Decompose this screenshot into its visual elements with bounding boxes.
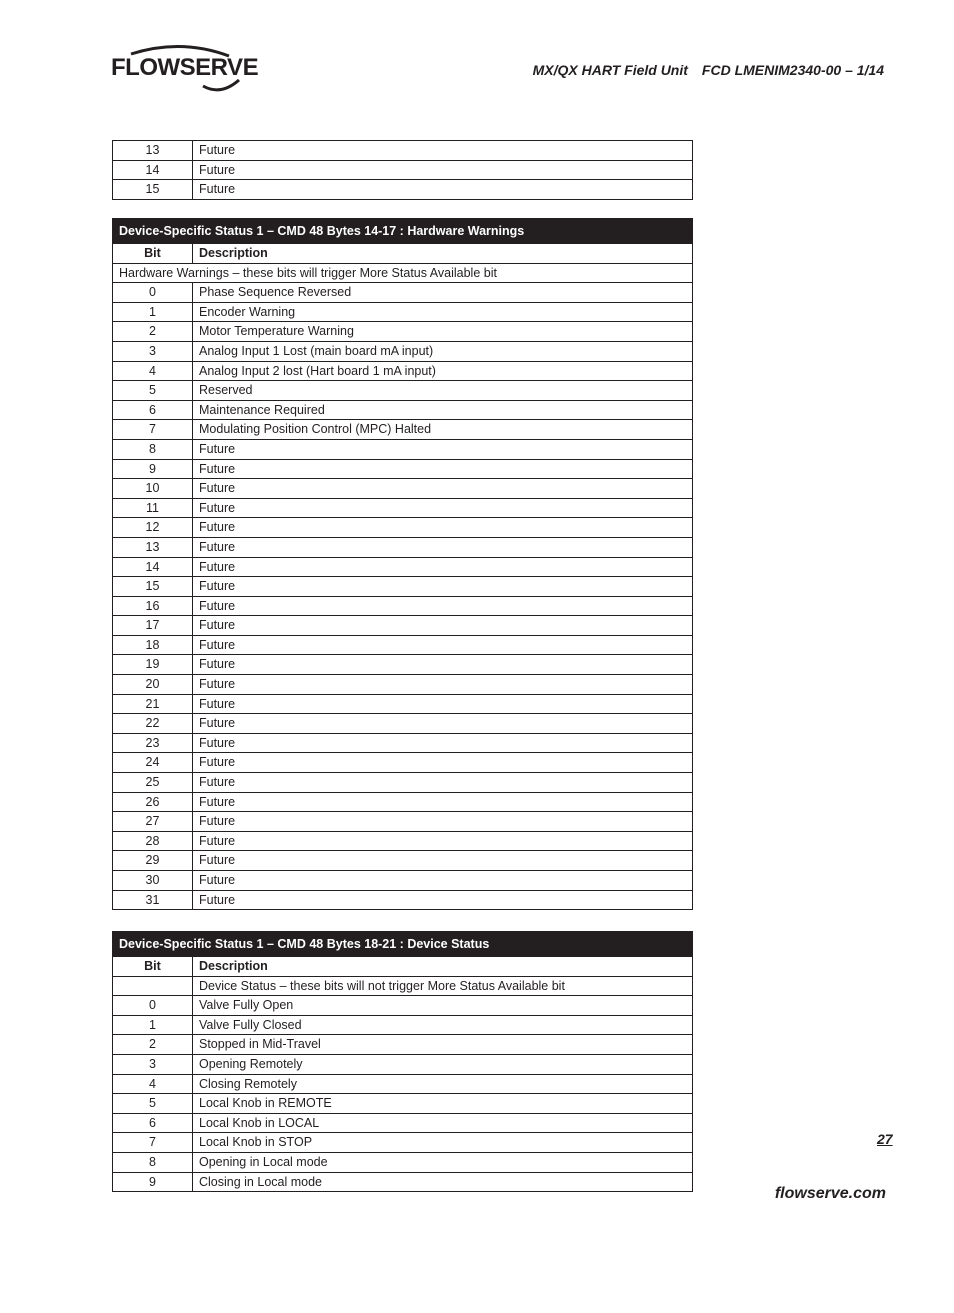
table-row: [113, 160, 693, 180]
bit-cell: 18: [113, 635, 193, 655]
table-row: [113, 302, 693, 322]
bit-cell: 9: [113, 1172, 193, 1192]
description-cell: Modulating Position Control (MPC) Halted: [193, 420, 693, 440]
table-note: Hardware Warnings – these bits will trigger More Status Available bit: [113, 263, 693, 283]
table-row: [113, 341, 693, 361]
column-header-bit: Bit: [113, 244, 193, 264]
table-row: [113, 596, 693, 616]
bit-cell: 10: [113, 479, 193, 499]
bit-cell: 27: [113, 812, 193, 832]
bit-cell: 15: [113, 577, 193, 597]
bit-cell: 26: [113, 792, 193, 812]
description-cell: Future: [193, 518, 693, 538]
description-cell: Future: [193, 694, 693, 714]
table-row: [113, 459, 693, 479]
table-row: [113, 996, 693, 1016]
bit-cell: 5: [113, 1094, 193, 1114]
description-cell: Phase Sequence Reversed: [193, 283, 693, 303]
description-cell: Future: [193, 890, 693, 910]
table-row: [113, 283, 693, 303]
bit-cell: 8: [113, 439, 193, 459]
description-cell: Future: [193, 851, 693, 871]
page-number: 27: [877, 1131, 893, 1147]
table-row: [113, 714, 693, 734]
bit-cell: 29: [113, 851, 193, 871]
bit-cell: 3: [113, 1054, 193, 1074]
description-cell: Analog Input 2 lost (Hart board 1 mA input): [193, 361, 693, 381]
description-cell: Closing in Local mode: [193, 1172, 693, 1192]
table-row: [113, 557, 693, 577]
description-cell: Closing Remotely: [193, 1074, 693, 1094]
table-row: [113, 1113, 693, 1133]
bit-cell: 14: [113, 160, 193, 180]
hardware-warnings-table: [112, 218, 693, 910]
table-row: [113, 733, 693, 753]
description-cell: Future: [193, 160, 693, 180]
description-cell: Future: [193, 792, 693, 812]
table-row: [113, 180, 693, 200]
table-row: [113, 675, 693, 695]
bit-cell: 12: [113, 518, 193, 538]
description-cell: Local Knob in REMOTE: [193, 1094, 693, 1114]
bit-cell: 31: [113, 890, 193, 910]
bit-cell: 7: [113, 420, 193, 440]
bit-cell: 25: [113, 773, 193, 793]
table-row: [113, 753, 693, 773]
description-cell: Future: [193, 812, 693, 832]
bit-cell: 6: [113, 1113, 193, 1133]
description-cell: Future: [193, 714, 693, 734]
table-row: [113, 1152, 693, 1172]
bit-cell: 0: [113, 283, 193, 303]
table-caption: Device-Specific Status 1 – CMD 48 Bytes 14-17 : Hardware Warnings: [113, 219, 693, 244]
bit-cell: 9: [113, 459, 193, 479]
bit-cell: 4: [113, 361, 193, 381]
description-cell: Future: [193, 596, 693, 616]
bit-cell: 8: [113, 1152, 193, 1172]
description-cell: Local Knob in STOP: [193, 1133, 693, 1153]
logo-wordmark: FLOWSERVE: [111, 54, 259, 81]
table-row: [113, 1015, 693, 1035]
table-row: [113, 773, 693, 793]
description-cell: Opening Remotely: [193, 1054, 693, 1074]
description-cell: Future: [193, 616, 693, 636]
description-cell: Valve Fully Closed: [193, 1015, 693, 1035]
description-cell: Future: [193, 871, 693, 891]
bit-cell: 13: [113, 537, 193, 557]
table-row: [113, 1172, 693, 1192]
bit-cell: 19: [113, 655, 193, 675]
bit-cell: 20: [113, 675, 193, 695]
description-cell: Analog Input 1 Lost (main board mA input): [193, 341, 693, 361]
description-cell: Future: [193, 459, 693, 479]
table-row: [113, 400, 693, 420]
description-cell: Valve Fully Open: [193, 996, 693, 1016]
column-header-description: Description: [193, 244, 693, 264]
bit-cell: 5: [113, 381, 193, 401]
bit-cell: 21: [113, 694, 193, 714]
column-header-description: Description: [193, 957, 693, 977]
bit-cell: 28: [113, 831, 193, 851]
table-row: [113, 635, 693, 655]
description-cell: Future: [193, 557, 693, 577]
description-cell: Future: [193, 831, 693, 851]
table-row: [113, 616, 693, 636]
product-name: MX/QX HART Field Unit: [532, 62, 688, 78]
table-row: [113, 322, 693, 342]
table-row: [113, 1133, 693, 1153]
description-cell: Future: [193, 675, 693, 695]
bit-cell: 1: [113, 302, 193, 322]
website-url: flowserve.com: [774, 1185, 886, 1202]
bit-cell: 23: [113, 733, 193, 753]
table-row: [113, 871, 693, 891]
description-cell: Future: [193, 773, 693, 793]
table-row: [113, 577, 693, 597]
description-cell: Local Knob in LOCAL: [193, 1113, 693, 1133]
description-cell: Motor Temperature Warning: [193, 322, 693, 342]
column-header-bit: Bit: [113, 957, 193, 977]
bit-cell: 1: [113, 1015, 193, 1035]
description-cell: Future: [193, 141, 693, 161]
table-row: [113, 381, 693, 401]
description-cell: Stopped in Mid-Travel: [193, 1035, 693, 1055]
table-row: [113, 812, 693, 832]
table-row: [113, 1035, 693, 1055]
bit-cell: 2: [113, 322, 193, 342]
description-cell: Future: [193, 753, 693, 773]
bit-cell: 3: [113, 341, 193, 361]
table-row: [113, 439, 693, 459]
table-row: [113, 831, 693, 851]
table-caption: Device-Specific Status 1 – CMD 48 Bytes 18-21 : Device Status: [113, 932, 693, 957]
bit-cell: 24: [113, 753, 193, 773]
description-cell: Opening in Local mode: [193, 1152, 693, 1172]
table-row: [113, 1074, 693, 1094]
bit-cell: 14: [113, 557, 193, 577]
bit-cell: 15: [113, 180, 193, 200]
description-cell: Encoder Warning: [193, 302, 693, 322]
flowserve-logo: [111, 42, 259, 98]
description-cell: Future: [193, 498, 693, 518]
table-row: [113, 792, 693, 812]
bit-cell: 7: [113, 1133, 193, 1153]
description-cell: Future: [193, 479, 693, 499]
table-row: [113, 479, 693, 499]
table-note: Device Status – these bits will not trigger More Status Available bit: [193, 976, 693, 996]
description-cell: Reserved: [193, 381, 693, 401]
table-note-blank: [113, 976, 193, 996]
table-row: [113, 890, 693, 910]
bit-cell: 4: [113, 1074, 193, 1094]
document-code: FCD LMENIM2340-00 – 1/14: [701, 62, 884, 78]
continued-bit-table: [112, 140, 693, 200]
bit-cell: 11: [113, 498, 193, 518]
description-cell: Future: [193, 537, 693, 557]
table-row: [113, 1054, 693, 1074]
bit-cell: 2: [113, 1035, 193, 1055]
table-row: [113, 361, 693, 381]
device-status-table: [112, 931, 693, 1192]
bit-cell: 0: [113, 996, 193, 1016]
bit-cell: 22: [113, 714, 193, 734]
table-row: [113, 851, 693, 871]
bit-cell: 30: [113, 871, 193, 891]
table-row: [113, 694, 693, 714]
table-row: [113, 518, 693, 538]
table-row: [113, 1094, 693, 1114]
description-cell: Future: [193, 439, 693, 459]
description-cell: Future: [193, 655, 693, 675]
table-row: [113, 655, 693, 675]
table-row: [113, 420, 693, 440]
bit-cell: 16: [113, 596, 193, 616]
page-header: [533, 62, 884, 78]
table-row: [113, 537, 693, 557]
bit-cell: 17: [113, 616, 193, 636]
table-row: [113, 498, 693, 518]
bit-cell: 6: [113, 400, 193, 420]
description-cell: Future: [193, 733, 693, 753]
description-cell: Future: [193, 577, 693, 597]
table-row: [113, 141, 693, 161]
description-cell: Future: [193, 635, 693, 655]
bit-cell: 13: [113, 141, 193, 161]
description-cell: Maintenance Required: [193, 400, 693, 420]
description-cell: Future: [193, 180, 693, 200]
